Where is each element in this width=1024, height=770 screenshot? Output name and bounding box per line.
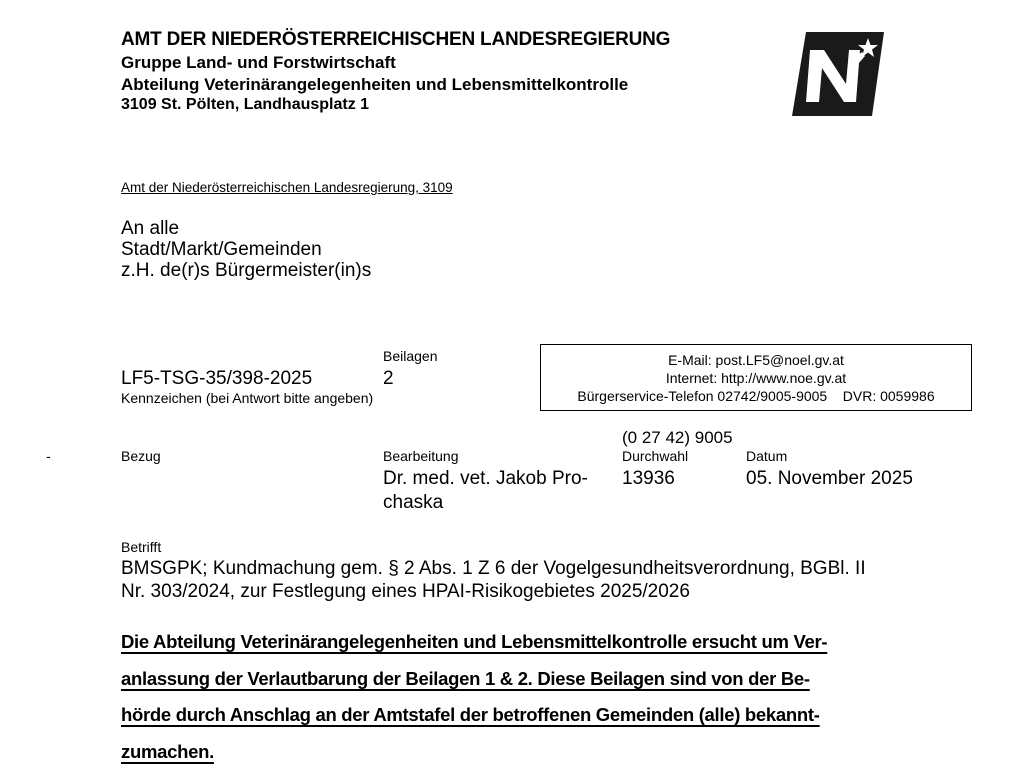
contact-internet: Internet: http://www.noe.gv.at	[541, 369, 971, 387]
kennzeichen-label: Kennzeichen (bei Antwort bitte angeben)	[121, 390, 373, 406]
authority-title: AMT DER NIEDERÖSTERREICHISCHEN LANDESREGIERUNG	[121, 29, 670, 51]
department-name: Abteilung Veterinärangelegenheiten und Lebensmittelkontrolle	[121, 75, 628, 95]
request-line-2: anlassung der Verlautbarung der Beilagen 1 & 2. Diese Beilagen sind von der Be-	[121, 661, 951, 698]
request-line-1: Die Abteilung Veterinärangelegenheiten und Lebensmittelkontrolle ersucht um Ver-	[121, 624, 951, 661]
request-line-3: hörde durch Anschlag an der Amtstafel der betroffenen Gemeinden (alle) bekannt-	[121, 697, 951, 734]
bezug-label: Bezug	[121, 448, 161, 464]
durchwahl-value: 13936	[622, 468, 675, 490]
betreff-line-2: Nr. 303/2024, zur Festlegung eines HPAI-Risikogebietes 2025/2026	[121, 580, 951, 603]
recipient-line-3: z.H. de(r)s Bürgermeister(in)s	[121, 260, 371, 281]
request-paragraph	[121, 624, 951, 770]
bearbeitung-name-line-1: Dr. med. vet. Jakob Pro-	[383, 468, 588, 490]
noe-logo-icon	[792, 32, 884, 116]
betreff-line-1: BMSGPK; Kundmachung gem. § 2 Abs. 1 Z 6 der Vogelgesundheitsverordnung, BGBl. II	[121, 557, 951, 580]
beilagen-value: 2	[383, 368, 394, 390]
phone-prefix: (0 27 42) 9005	[622, 428, 733, 448]
kennzeichen-value: LF5-TSG-35/398-2025	[121, 368, 312, 390]
contact-info-box	[540, 344, 972, 411]
bearbeitung-label: Bearbeitung	[383, 448, 459, 464]
datum-value: 05. November 2025	[746, 468, 913, 490]
contact-email: E-Mail: post.LF5@noel.gv.at	[541, 351, 971, 369]
group-name: Gruppe Land- und Forstwirtschaft	[121, 53, 396, 73]
dash-marker: -	[46, 448, 51, 464]
bearbeitung-name-line-2: chaska	[383, 492, 443, 514]
office-address: 3109 St. Pölten, Landhausplatz 1	[121, 96, 369, 114]
request-line-4: zumachen.	[121, 734, 951, 770]
durchwahl-label: Durchwahl	[622, 448, 688, 464]
betreff-label: Betrifft	[121, 539, 161, 555]
datum-label: Datum	[746, 448, 787, 464]
recipient-line-1: An alle	[121, 218, 371, 239]
contact-phone-dvr: Bürgerservice-Telefon 02742/9005-9005 DVR: 0059986	[541, 387, 971, 405]
recipient-block	[121, 218, 371, 281]
betreff-text	[121, 557, 951, 603]
sender-return-address: Amt der Niederösterreichischen Landesregierung, 3109	[121, 180, 453, 195]
recipient-line-2: Stadt/Markt/Gemeinden	[121, 239, 371, 260]
beilagen-label: Beilagen	[383, 348, 438, 364]
